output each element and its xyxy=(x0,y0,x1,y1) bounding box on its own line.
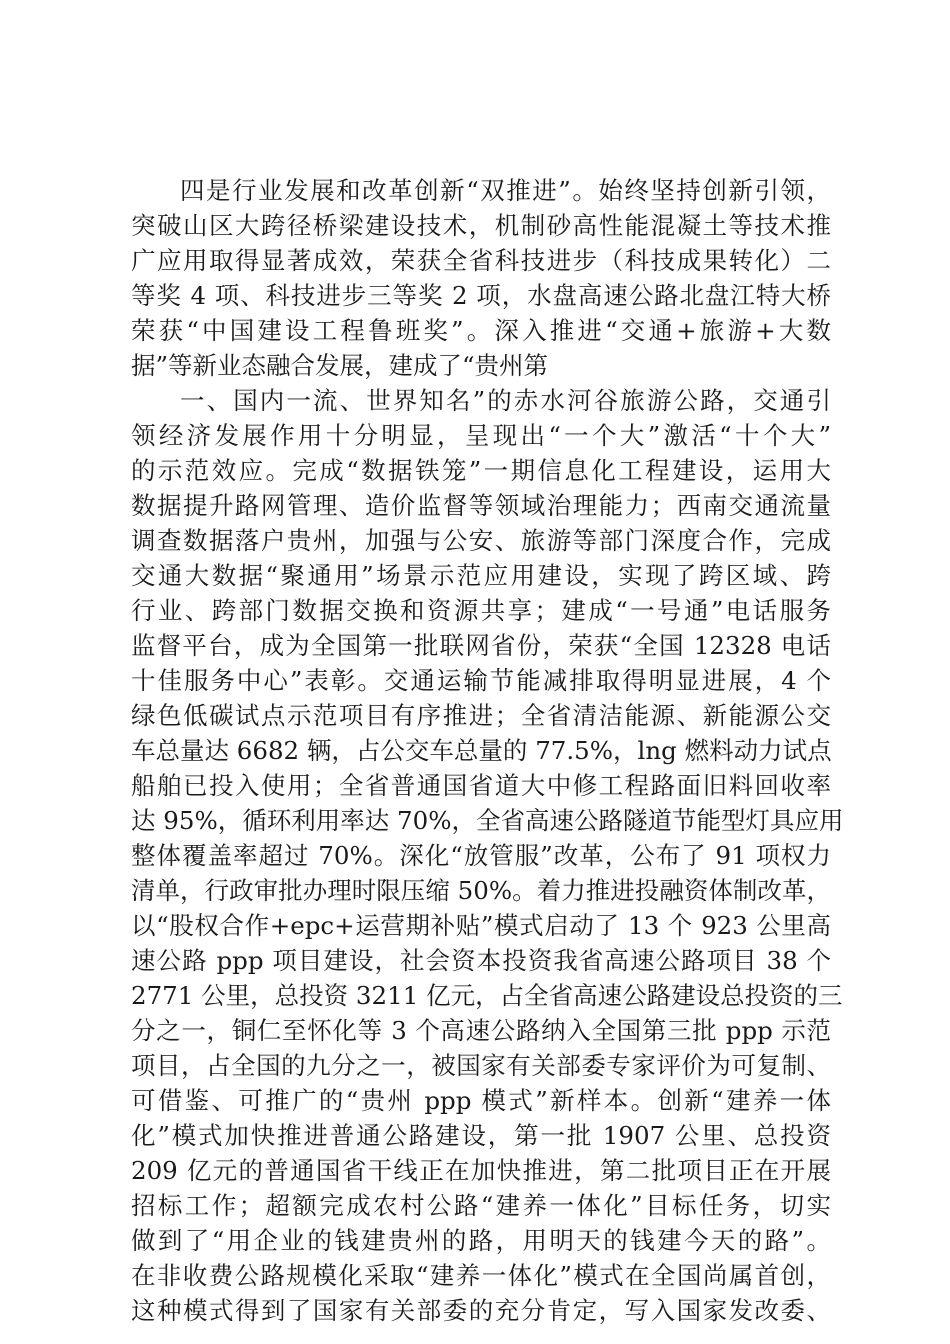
paragraph-line: 四是行业发展和改革创新“双推进”。始终坚持创新引领， xyxy=(180,176,831,205)
paragraph-line: 突破山区大跨径桥梁建设技术，机制砂高性能混凝土等技术推 xyxy=(131,211,831,240)
paragraph-line: 一、国内一流、世界知名”的赤水河谷旅游公路，交通引 xyxy=(180,386,831,415)
paragraph-line: 可借鉴、可推广的“贵州 ppp 模式”新样本。创新“建养一体 xyxy=(131,1086,831,1115)
paragraph-line: 据”等新业态融合发展，建成了“贵州第 xyxy=(131,351,549,380)
paragraph-line: 船舶已投入使用；全省普通国省道大中修工程路面旧料回收率 xyxy=(131,771,831,800)
paragraph-line: 209 亿元的普通国省干线正在加快推进，第二批项目正在开展 xyxy=(131,1156,831,1185)
paragraph-line: 等奖 4 项、科技进步三等奖 2 项，水盘高速公路北盘江特大桥 xyxy=(131,281,831,310)
paragraph-line: 十佳服务中心”表彰。交通运输节能减排取得明显进展，4 个 xyxy=(131,666,831,695)
paragraph-line: 以“股权合作+epc+运营期补贴”模式启动了 13 个 923 公里高 xyxy=(131,911,831,940)
paragraph-line: 达 95%，循环利用率达 70%，全省高速公路隧道节能型灯具应用 xyxy=(131,806,844,835)
paragraph-line: 在非收费公路规模化采取“建养一体化”模式在全国尚属首创， xyxy=(131,1261,831,1290)
paragraph-line: 行业、跨部门数据交换和资源共享；建成“一号通”电话服务 xyxy=(131,596,831,625)
paragraph-line: 交通大数据“聚通用”场景示范应用建设，实现了跨区域、跨 xyxy=(131,561,831,590)
paragraph-line: 清单，行政审批办理时限压缩 50%。着力推进投融资体制改革， xyxy=(131,876,831,905)
body-text xyxy=(131,173,844,1328)
paragraph-line: 2771 公里，总投资 3211 亿元，占全省高速公路建设总投资的三 xyxy=(131,981,843,1010)
paragraph-line: 车总量达 6682 辆，占公交车总量的 77.5%，lng 燃料动力试点 xyxy=(131,736,832,765)
paragraph-line: 监督平台，成为全国第一批联网省份，荣获“全国 12328 电话 xyxy=(131,631,831,660)
paragraph-line: 调查数据落户贵州，加强与公安、旅游等部门深度合作，完成 xyxy=(131,526,831,555)
paragraph-line: 招标工作；超额完成农村公路“建养一体化”目标任务，切实 xyxy=(131,1191,831,1220)
paragraph-line: 速公路 ppp 项目建设，社会资本投资我省高速公路项目 38 个 xyxy=(131,946,831,975)
paragraph-line: 做到了“用企业的钱建贵州的路，用明天的钱建今天的路”。 xyxy=(131,1226,831,1255)
paragraph-line: 荣获“中国建设工程鲁班奖”。深入推进“交通+旅游+大数 xyxy=(131,316,831,345)
paragraph-line: 分之一，铜仁至怀化等 3 个高速公路纳入全国第三批 ppp 示范 xyxy=(131,1016,831,1045)
paragraph-line: 这种模式得到了国家有关部委的充分肯定，写入国家发改委、 xyxy=(131,1296,831,1325)
paragraph-line: 的示范效应。完成“数据铁笼”一期信息化工程建设，运用大 xyxy=(131,456,831,485)
paragraph-line: 数据提升路网管理、造价监督等领域治理能力；西南交通流量 xyxy=(131,491,831,520)
paragraph-line: 项目，占全国的九分之一，被国家有关部委专家评价为可复制、 xyxy=(131,1051,831,1080)
paragraph-line: 广应用取得显著成效，荣获全省科技进步（科技成果转化）二 xyxy=(131,246,831,275)
paragraph-line: 整体覆盖率超过 70%。深化“放管服”改革，公布了 91 项权力 xyxy=(131,841,831,870)
paragraph-line: 领经济发展作用十分明显，呈现出“一个大”激活“十个大” xyxy=(131,421,831,450)
paragraph-line: 化”模式加快推进普通公路建设，第一批 1907 公里、总投资 xyxy=(131,1121,831,1150)
paragraph-line: 绿色低碳试点示范项目有序推进；全省清洁能源、新能源公交 xyxy=(131,701,831,730)
